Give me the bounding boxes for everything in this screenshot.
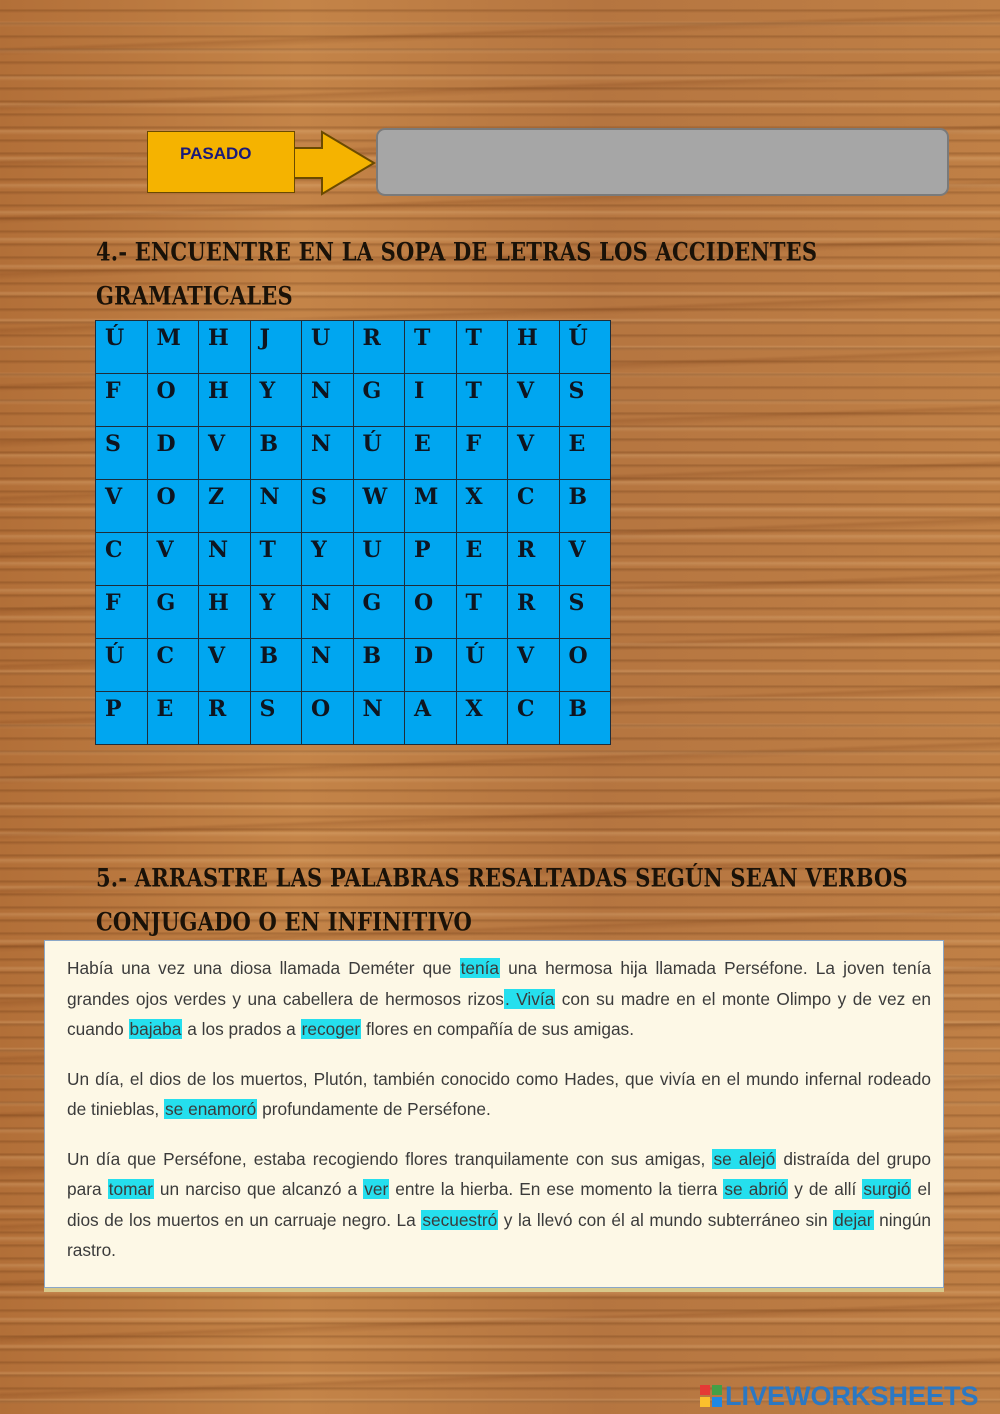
draggable-highlighted-word[interactable]: se alejó [713, 1148, 776, 1169]
grid-cell[interactable]: Y [250, 374, 302, 427]
grid-cell[interactable]: C [508, 480, 560, 533]
grid-cell[interactable]: R [353, 321, 405, 374]
grid-cell[interactable]: W [353, 480, 405, 533]
draggable-highlighted-word[interactable]: ver [364, 1179, 389, 1199]
grid-cell[interactable]: G [147, 586, 199, 639]
grid-cell[interactable]: R [199, 692, 251, 745]
grid-cell[interactable]: N [302, 374, 354, 427]
grid-row [96, 533, 611, 586]
grid-cell[interactable]: P [96, 692, 148, 745]
grid-cell[interactable]: F [96, 374, 148, 427]
grid-cell[interactable]: V [559, 533, 611, 586]
grid-cell[interactable]: R [508, 533, 560, 586]
grid-cell[interactable]: T [456, 321, 508, 374]
draggable-highlighted-word[interactable]: se enamoró [165, 1099, 257, 1119]
passage-text: ningún rastro. [67, 1209, 931, 1260]
grid-cell[interactable]: Ú [353, 427, 405, 480]
grid-cell[interactable]: E [147, 692, 199, 745]
grid-cell[interactable]: B [559, 480, 611, 533]
grid-cell[interactable]: H [199, 321, 251, 374]
grid-cell[interactable]: M [405, 480, 457, 533]
reading-passage [44, 940, 944, 1288]
pasado-label: PASADO [180, 144, 252, 163]
grid-cell[interactable]: N [353, 692, 405, 745]
grid-cell[interactable]: V [199, 427, 251, 480]
grid-row [96, 321, 611, 374]
passage-text: distraída del grupo para [67, 1148, 931, 1199]
grid-cell[interactable]: B [250, 427, 302, 480]
pasado-answer-field[interactable] [376, 128, 949, 196]
passage-text: profundamente de Perséfone. [257, 1099, 491, 1119]
passage-text: a los prados a [182, 1019, 301, 1039]
grid-cell[interactable]: H [508, 321, 560, 374]
grid-cell[interactable]: C [147, 639, 199, 692]
grid-cell[interactable]: G [353, 586, 405, 639]
grid-cell[interactable]: G [353, 374, 405, 427]
grid-cell[interactable]: U [353, 533, 405, 586]
passage-text: con su madre en el monte Olimpo y de vez en cuando [67, 988, 931, 1039]
grid-cell[interactable]: T [456, 586, 508, 639]
grid-cell[interactable]: B [353, 639, 405, 692]
grid-cell[interactable]: R [508, 586, 560, 639]
grid-cell[interactable]: M [147, 321, 199, 374]
grid-row [96, 480, 611, 533]
grid-cell[interactable]: O [147, 480, 199, 533]
passage-paragraph [67, 1144, 931, 1266]
grid-cell[interactable]: Z [199, 480, 251, 533]
grid-cell[interactable]: S [559, 374, 611, 427]
passage-text: un narciso que alcanzó a [153, 1179, 364, 1199]
grid-cell[interactable]: F [96, 586, 148, 639]
draggable-highlighted-word[interactable]: surgió [863, 1179, 911, 1199]
liveworksheets-logo-icon [700, 1385, 722, 1407]
grid-cell[interactable]: J [250, 321, 302, 374]
passage-text: Un día, el dios de los muertos, Plutón, también conocido como Hades, que vivía en el mundo infernal rodeado de tinieblas, [67, 1068, 931, 1119]
draggable-highlighted-word[interactable]: recoger [301, 1019, 361, 1039]
grid-cell[interactable]: Ú [456, 639, 508, 692]
draggable-highlighted-word[interactable]: dejar [834, 1209, 873, 1230]
grid-cell[interactable]: E [405, 427, 457, 480]
draggable-highlighted-word[interactable]: . Vivía [504, 988, 555, 1009]
grid-cell[interactable]: V [508, 374, 560, 427]
grid-cell[interactable]: N [250, 480, 302, 533]
grid-cell[interactable]: I [405, 374, 457, 427]
grid-cell[interactable]: D [405, 639, 457, 692]
grid-cell[interactable]: E [559, 427, 611, 480]
grid-row [96, 586, 611, 639]
grid-cell[interactable]: N [302, 427, 354, 480]
grid-cell[interactable]: B [250, 639, 302, 692]
grid-cell[interactable]: V [508, 639, 560, 692]
section-4-title: 4.- ENCUENTRE EN LA SOPA DE LETRAS LOS ACCIDENTES GRAMATICALES [96, 237, 818, 311]
grid-cell[interactable]: V [508, 427, 560, 480]
liveworksheets-logo [700, 1378, 979, 1414]
grid-cell[interactable]: Ú [96, 321, 148, 374]
grid-cell[interactable]: V [199, 639, 251, 692]
grid-cell[interactable]: N [302, 586, 354, 639]
grid-cell[interactable]: B [559, 692, 611, 745]
grid-cell[interactable]: E [456, 533, 508, 586]
grid-cell[interactable]: H [199, 374, 251, 427]
grid-row [96, 374, 611, 427]
grid-cell[interactable]: S [96, 427, 148, 480]
passage-text: Un día que Perséfone, estaba recogiendo flores tranquilamente con sus amigas, [67, 1148, 713, 1169]
grid-cell[interactable]: O [405, 586, 457, 639]
grid-cell[interactable]: C [508, 692, 560, 745]
grid-row [96, 639, 611, 692]
grid-cell[interactable]: V [96, 480, 148, 533]
grid-cell[interactable]: T [250, 533, 302, 586]
passage-paragraph [67, 1064, 931, 1125]
grid-cell[interactable]: X [456, 692, 508, 745]
draggable-highlighted-word[interactable]: se abrió [724, 1179, 788, 1199]
passage-text: entre la hierba. En ese momento la tierra [389, 1179, 724, 1199]
draggable-highlighted-word[interactable]: tomar [108, 1179, 153, 1199]
passage-text: el dios de los muertos en un carruaje negro. La [67, 1179, 931, 1230]
grid-cell[interactable]: V [147, 533, 199, 586]
grid-cell[interactable]: Y [250, 586, 302, 639]
grid-cell[interactable]: O [147, 374, 199, 427]
grid-cell[interactable]: A [405, 692, 457, 745]
pasado-label-box [147, 131, 295, 193]
arrow-right-icon [294, 128, 378, 198]
passage-text: y la llevó con él al mundo subterráneo sin [498, 1209, 834, 1230]
grid-cell[interactable]: H [199, 586, 251, 639]
grid-cell[interactable]: S [250, 692, 302, 745]
grid-cell[interactable]: U [302, 321, 354, 374]
grid-cell[interactable]: O [559, 639, 611, 692]
draggable-highlighted-word[interactable]: secuestró [422, 1209, 498, 1230]
grid-cell[interactable]: D [147, 427, 199, 480]
passage-paragraph [67, 953, 931, 1045]
grid-cell[interactable]: S [302, 480, 354, 533]
grid-cell[interactable]: X [456, 480, 508, 533]
grid-cell[interactable]: P [405, 533, 457, 586]
passage-text: una hermosa hija llamada Perséfone. La joven tenía grandes ojos verdes y una cabellera de hermosos rizos [67, 958, 931, 1009]
grid-cell[interactable]: F [456, 427, 508, 480]
grid-row [96, 692, 611, 745]
draggable-highlighted-word[interactable]: bajaba [129, 1019, 182, 1039]
grid-cell[interactable]: T [456, 374, 508, 427]
word-search-grid[interactable] [95, 320, 611, 745]
grid-cell[interactable]: S [559, 586, 611, 639]
grid-cell[interactable]: N [302, 639, 354, 692]
grid-cell[interactable]: N [199, 533, 251, 586]
draggable-highlighted-word[interactable]: tenía [460, 958, 499, 978]
grid-cell[interactable]: Ú [96, 639, 148, 692]
grid-cell[interactable]: C [96, 533, 148, 586]
grid-cell[interactable]: O [302, 692, 354, 745]
passage-text: Había una vez una diosa llamada Deméter que [67, 958, 460, 978]
grid-cell[interactable]: Y [302, 533, 354, 586]
passage-text: flores en compañía de sus amigas. [361, 1019, 634, 1039]
grid-row [96, 427, 611, 480]
logo-text: LIVEWORKSHEETS [725, 1380, 979, 1411]
section-5-title: 5.- ARRASTRE LAS PALABRAS RESALTADAS SEGÚN SEAN VERBOS CONJUGADO O EN INFINITIVO [96, 863, 908, 937]
grid-cell[interactable]: T [405, 321, 457, 374]
passage-text: y de allí [788, 1179, 863, 1199]
grid-cell[interactable]: Ú [559, 321, 611, 374]
